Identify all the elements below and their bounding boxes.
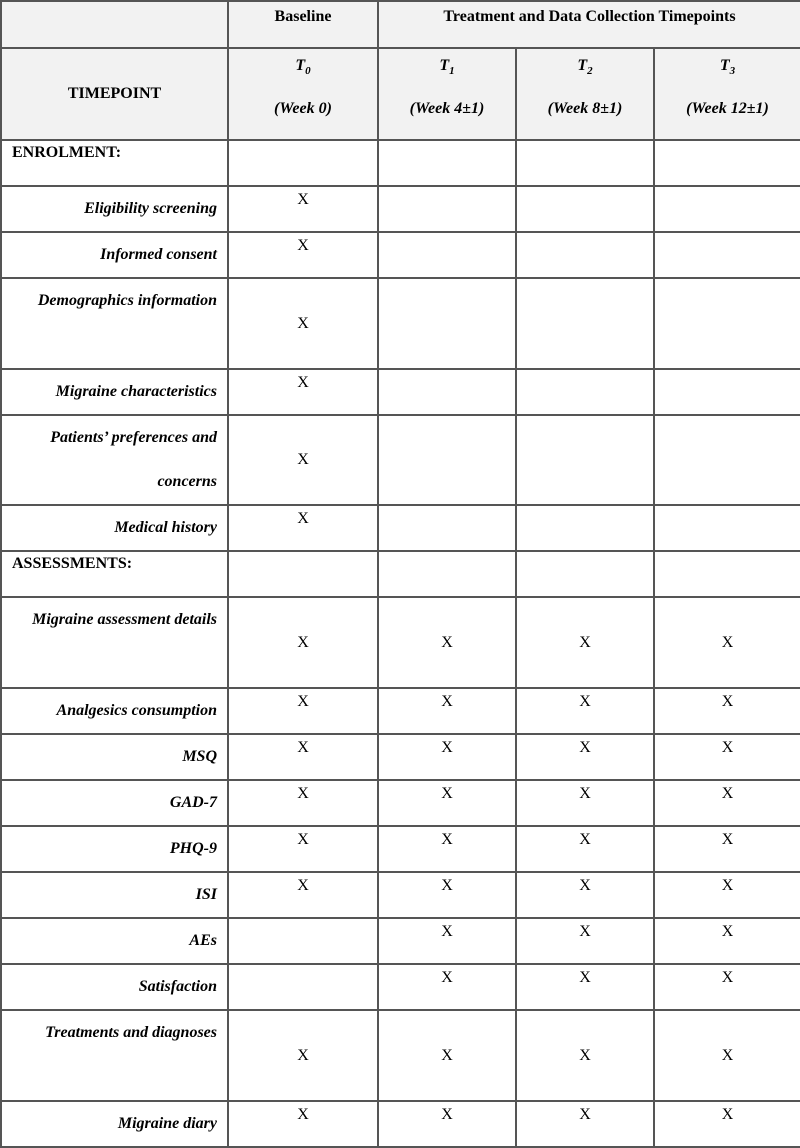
timepoint-code: T <box>577 57 588 74</box>
mark-cell: X <box>228 415 378 505</box>
row-label: Demographics information <box>1 278 228 369</box>
mark-cell <box>516 232 654 278</box>
timepoint-label: TIMEPOINT <box>1 48 228 140</box>
mark-cell <box>654 186 800 232</box>
timepoint-week: (Week 8±1) <box>547 100 623 118</box>
timepoint-code: T <box>439 57 450 74</box>
mark-cell: X <box>378 1010 516 1101</box>
table-row <box>1 780 800 826</box>
row-label: MSQ <box>1 734 228 780</box>
timepoint-sub: 2 <box>587 65 593 78</box>
mark-cell: X <box>516 826 654 872</box>
table-row <box>1 734 800 780</box>
mark-cell: X <box>654 734 800 780</box>
mark-cell: X <box>378 1101 516 1147</box>
mark-cell: X <box>516 1101 654 1147</box>
mark-cell <box>378 415 516 505</box>
mark-cell: X <box>228 186 378 232</box>
mark-cell: X <box>378 826 516 872</box>
baseline-header: Baseline <box>228 1 378 48</box>
mark-cell: X <box>654 780 800 826</box>
mark-cell <box>228 918 378 964</box>
row-label: Migraine assessment details <box>1 597 228 688</box>
mark-cell: X <box>378 780 516 826</box>
mark-cell <box>378 232 516 278</box>
row-label: Informed consent <box>1 232 228 278</box>
mark-cell: X <box>228 369 378 415</box>
table-row <box>1 278 800 369</box>
mark-cell: X <box>228 597 378 688</box>
mark-cell <box>516 186 654 232</box>
mark-cell <box>654 415 800 505</box>
mark-cell: X <box>378 597 516 688</box>
row-label: Medical history <box>1 505 228 551</box>
timepoint-code: T <box>295 57 306 74</box>
mark-cell: X <box>516 1010 654 1101</box>
mark-cell: X <box>654 826 800 872</box>
section-row-enrolment <box>1 140 800 186</box>
section-row-assessments <box>1 551 800 597</box>
mark-cell <box>378 369 516 415</box>
mark-cell: X <box>228 505 378 551</box>
mark-cell: X <box>516 597 654 688</box>
mark-cell <box>378 505 516 551</box>
timepoint-week: (Week 12±1) <box>686 100 769 118</box>
timepoint-row <box>1 48 800 140</box>
row-label: Eligibility screening <box>1 186 228 232</box>
mark-cell: X <box>378 734 516 780</box>
mark-cell: X <box>654 1010 800 1101</box>
row-label: Satisfaction <box>1 964 228 1010</box>
table-row <box>1 826 800 872</box>
mark-cell: X <box>228 1010 378 1101</box>
mark-cell: X <box>654 1101 800 1147</box>
mark-cell: X <box>516 872 654 918</box>
mark-cell <box>516 278 654 369</box>
row-label: AEs <box>1 918 228 964</box>
mark-cell: X <box>228 232 378 278</box>
section-title-assessments: ASSESSMENTS: <box>1 551 228 597</box>
row-label: Treatments and diagnoses <box>1 1010 228 1101</box>
mark-cell: X <box>654 688 800 734</box>
mark-cell: X <box>516 780 654 826</box>
timepoint-week: (Week 0) <box>274 100 332 118</box>
mark-cell <box>378 186 516 232</box>
row-label: GAD-7 <box>1 780 228 826</box>
row-label: Patients’ preferences and concerns <box>1 415 228 505</box>
mark-cell: X <box>378 918 516 964</box>
mark-cell: X <box>228 780 378 826</box>
row-label: ISI <box>1 872 228 918</box>
table-row <box>1 505 800 551</box>
timepoint-sub: 1 <box>449 65 455 78</box>
row-label: PHQ-9 <box>1 826 228 872</box>
mark-cell <box>516 369 654 415</box>
table-row <box>1 1010 800 1101</box>
corner-cell <box>1 1 228 48</box>
timepoint-t1 <box>378 48 516 140</box>
row-label: Analgesics consumption <box>1 688 228 734</box>
mark-cell <box>654 505 800 551</box>
mark-cell <box>516 415 654 505</box>
header-row <box>1 1 800 48</box>
row-label: Migraine diary <box>1 1101 228 1147</box>
mark-cell <box>378 278 516 369</box>
table-row <box>1 918 800 964</box>
mark-cell: X <box>378 688 516 734</box>
mark-cell: X <box>516 734 654 780</box>
row-label: Migraine characteristics <box>1 369 228 415</box>
mark-cell: X <box>654 964 800 1010</box>
timepoint-sub: 0 <box>305 65 311 78</box>
timepoint-week: (Week 4±1) <box>409 100 485 118</box>
mark-cell: X <box>516 964 654 1010</box>
mark-cell: X <box>228 872 378 918</box>
mark-cell: X <box>378 964 516 1010</box>
mark-cell: X <box>228 734 378 780</box>
table-row <box>1 872 800 918</box>
mark-cell: X <box>228 278 378 369</box>
table-row <box>1 964 800 1010</box>
mark-cell <box>516 505 654 551</box>
mark-cell: X <box>228 688 378 734</box>
table-row <box>1 688 800 734</box>
mark-cell: X <box>378 872 516 918</box>
table-row <box>1 369 800 415</box>
mark-cell: X <box>228 826 378 872</box>
table-row <box>1 186 800 232</box>
mark-cell: X <box>516 918 654 964</box>
mark-cell <box>228 964 378 1010</box>
mark-cell <box>654 369 800 415</box>
mark-cell: X <box>654 918 800 964</box>
table-row <box>1 232 800 278</box>
mark-cell <box>654 278 800 369</box>
section-title-enrolment: ENROLMENT: <box>1 140 228 186</box>
mark-cell: X <box>654 872 800 918</box>
timepoint-t2 <box>516 48 654 140</box>
table-row <box>1 415 800 505</box>
mark-cell: X <box>516 688 654 734</box>
timepoint-t0 <box>228 48 378 140</box>
treatment-header: Treatment and Data Collection Timepoints <box>378 1 800 48</box>
mark-cell <box>654 232 800 278</box>
mark-cell: X <box>654 597 800 688</box>
mark-cell: X <box>228 1101 378 1147</box>
timepoint-code: T <box>719 57 730 74</box>
table-row <box>1 597 800 688</box>
timepoint-t3 <box>654 48 800 140</box>
table-row <box>1 1101 800 1147</box>
timepoint-sub: 3 <box>729 65 736 78</box>
